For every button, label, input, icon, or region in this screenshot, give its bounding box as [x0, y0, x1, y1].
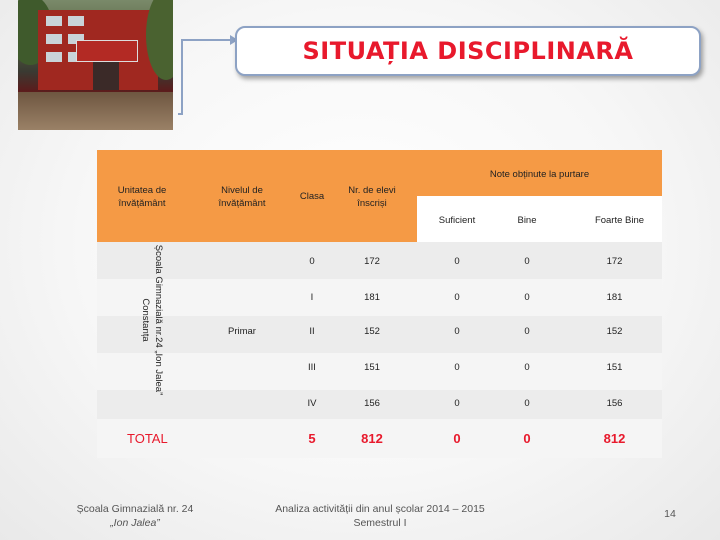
header-very-good: Foarte Bine: [594, 215, 645, 226]
header-class: Clasa: [299, 191, 325, 202]
discipline-table: Unitatea de învățământ Nivelul de învățământ Clasa Nr. de elevi înscriși Note obținute la purtare Suficient Bine Foarte Bine Primar 0 172 0 0 172 I 181 0 0 181 II 152 0 0 152 III 151 0 0 151 IV 156 0 0 156 TOTAL 5 812 0 0 812: [97, 150, 662, 458]
footer-school: Școala Gimnazială nr. 24 „Ion Jalea”: [76, 503, 194, 529]
title-box: [235, 26, 701, 76]
level-value: Primar: [228, 326, 256, 337]
connector-arrow-icon: [170, 30, 240, 120]
footer-analysis: Analiza activității din anul școlar 2014 – 2015 Semestrul I: [275, 503, 485, 529]
header-enrolled: Nr. de elevi înscriși: [348, 185, 396, 209]
slide-title: SITUAȚIA DISCIPLINARĂ: [302, 37, 634, 65]
unit-name-vertical: Școala Gimnazială nr.24 „Ion Jalea” Constanța: [140, 244, 164, 396]
header-unit: Unitatea de învățământ: [117, 185, 167, 209]
school-photo: [18, 0, 173, 130]
header-sufficient: Suficient: [438, 215, 476, 226]
total-label: TOTAL: [127, 431, 168, 446]
header-conduct-group: Note obținute la purtare: [489, 169, 590, 180]
header-level: Nivelul de învățământ: [218, 185, 266, 209]
header-good: Bine: [517, 215, 537, 226]
page-number: 14: [664, 508, 676, 520]
